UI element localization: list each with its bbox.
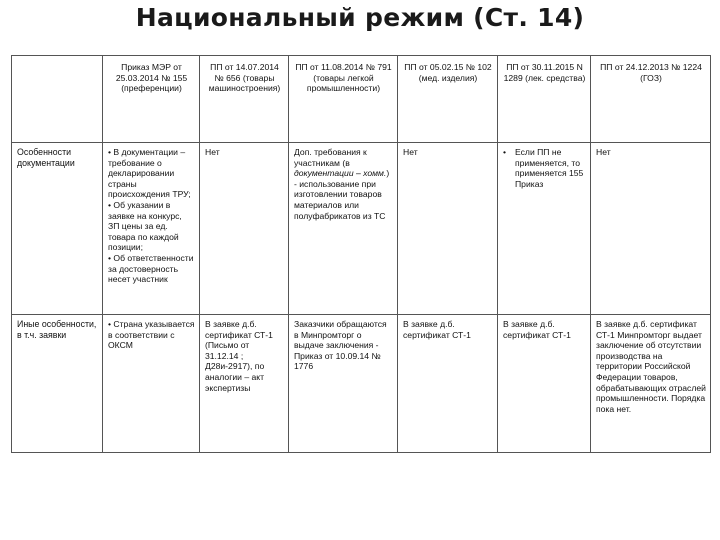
list-item: • Об указании в заявке на конкурс, ЗП цены за ед. товара по каждой позиции;	[108, 199, 182, 253]
table-cell: В заявке д.б. сертификат СТ-1 (Письмо от 31.12.14 ; Д28и-2917), по аналогии – акт экспертизы	[200, 315, 289, 453]
list-item: • В документации – требование о декларировании страны происхождения ТРУ;	[108, 147, 191, 200]
table-cell: • Страна указывается в соответствии с ОКСМ	[103, 315, 200, 453]
table-row	[12, 315, 711, 453]
national-regime-table	[11, 55, 711, 453]
table-cell: Заказчики обращаются в Минпромторг о выдаче заключения - Приказ от 10.09.14 № 1776	[289, 315, 398, 453]
table-cell: Нет	[591, 143, 711, 315]
header-cell-pp-791: ПП от 11.08.2014 № 791 (товары легкой промышленности)	[289, 56, 398, 143]
table-cell	[498, 143, 591, 315]
row-label-documentation: Особенности документации	[12, 143, 103, 315]
header-cell-pp-1289: ПП от 30.11.2015 N 1289 (лек. средства)	[498, 56, 591, 143]
table-header-row	[12, 56, 711, 143]
cell-text-italic: документации – хомм.	[294, 168, 387, 179]
table-cell: Нет	[398, 143, 498, 315]
table-cell: В заявке д.б. сертификат СТ-1 Минпромторг выдает заключение об отсутствии производства на территории Российской Федерации товаров, обрабатывающих отраслей промышленности. Порядка пока нет.	[591, 315, 711, 453]
table-row	[12, 143, 711, 315]
table-cell: Нет	[200, 143, 289, 315]
slide-title: Национальный режим (Ст. 14)	[135, 3, 585, 32]
cell-text: Если ПП не применяется, то применяется 155 Приказ	[515, 147, 584, 189]
header-cell-pp-1224: ПП от 24.12.2013 № 1224 (ГОЗ)	[591, 56, 711, 143]
cell-text: ) - использование при изготовлении товаров материалов или полуфабрикатов из ТС	[294, 168, 390, 221]
cell-text: Доп. требования к участникам (в	[294, 147, 367, 168]
list-item: • Об ответственности за достоверность несет участник	[108, 252, 194, 285]
bullet-icon: •	[503, 147, 507, 157]
table-cell: В заявке д.б. сертификат СТ-1	[398, 315, 498, 453]
table-cell: В заявке д.б. сертификат СТ-1	[498, 315, 591, 453]
table-cell	[103, 143, 200, 315]
bullet-item	[503, 147, 586, 189]
header-cell-pp-102: ПП от 05.02.15 № 102 (мед. изделия)	[398, 56, 498, 143]
header-cell-empty	[12, 56, 103, 143]
table-cell	[289, 143, 398, 315]
header-cell-pp-656: ПП от 14.07.2014 № 656 (товары машиностроения)	[200, 56, 289, 143]
header-cell-order-155: Приказ МЭР от 25.03.2014 № 155 (преференции)	[103, 56, 200, 143]
row-label-other: Иные особенности, в т.ч. заявки	[12, 315, 103, 453]
